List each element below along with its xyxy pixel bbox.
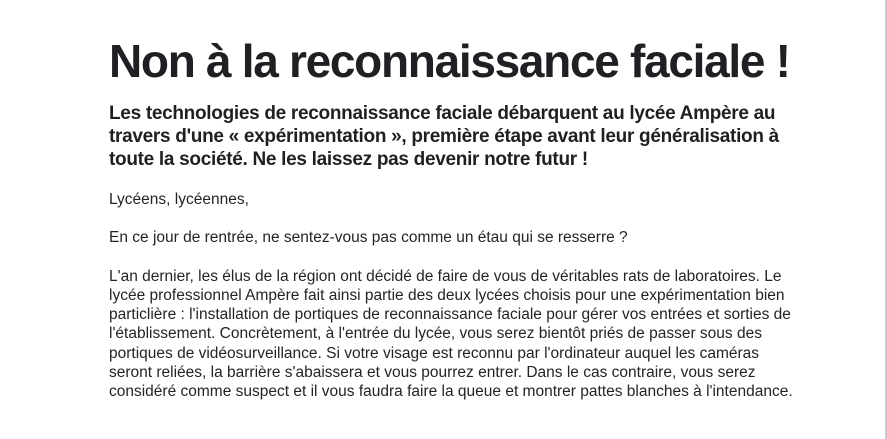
article-paragraph-question: En ce jour de rentrée, ne sentez-vous pas comme un étau qui se resserre ?	[109, 229, 628, 247]
article-lead: Les technologies de reconnaissance faciale débarquent au lycée Ampère au travers d'une « expérimentation », première étape avant leur généralisation à toute la société. Ne les laissez pas devenir notre futur !	[109, 103, 779, 170]
article-paragraph-body: L'an dernier, les élus de la région ont décidé de faire de vous de véritables rats de laboratoires. Le lycée professionnel Ampère fait ainsi partie des deux lycées choisis pour une expérimentation bien particlière : l'installation de portiques de reconnaissance faciale pour gérer vos entrées et sorties de l'établissement. Concrètement, à l'entrée du lycée, vous serez bientôt priés de passer sous des portiques de vidéosurveillance. Si votre visage est reconnu par l'ordinateur auquel les caméras seront reliées, la barrière s'abaissera et vous pourrez entrer. Dans le cas contraire, vous serez considéré comme suspect et il vous faudra faire la queue et montrer pattes blanches à l'intendance.	[109, 267, 793, 401]
article-paragraph-greeting: Lycéens, lycéennes,	[109, 191, 249, 208]
article	[109, 34, 799, 402]
article-title: Non à la reconnaissance faciale !	[109, 35, 790, 87]
